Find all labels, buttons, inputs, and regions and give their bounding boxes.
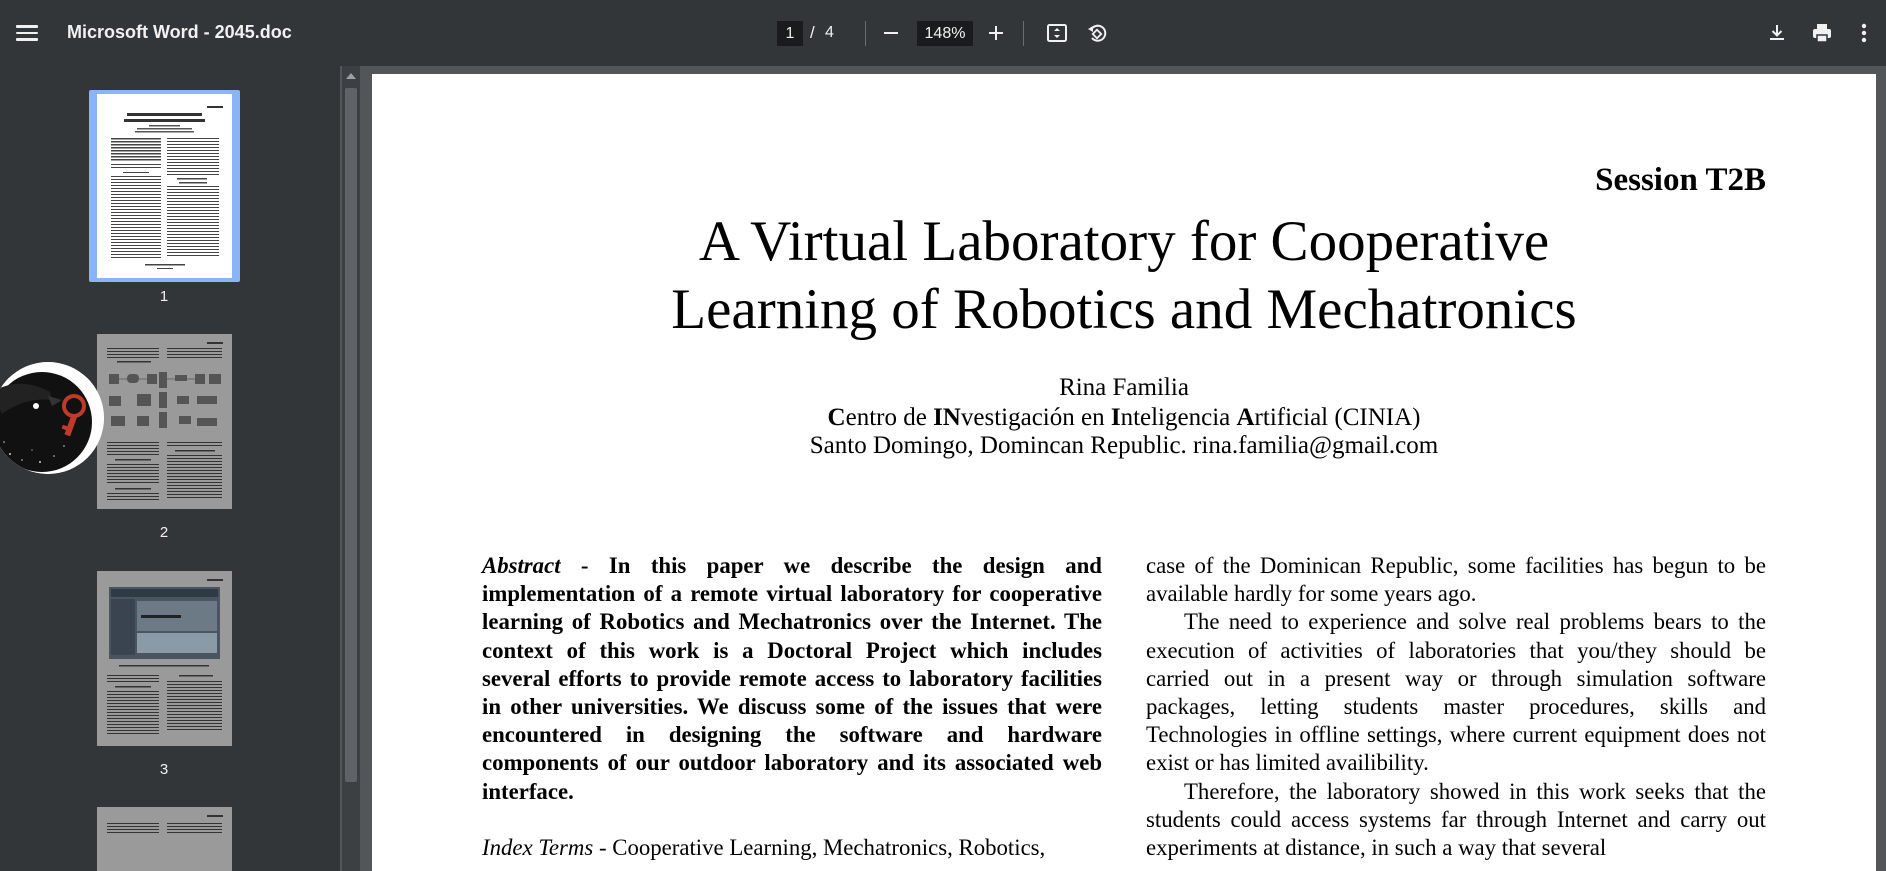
thumbnail-preview (97, 807, 232, 871)
fit-page-button[interactable] (1041, 17, 1073, 49)
thumbnail-label: 1 (159, 288, 169, 305)
toolbar (0, 0, 1886, 66)
paper-title (372, 208, 1876, 344)
paper-title-line-2: Learning of Robotics and Mechatronics (671, 278, 1577, 341)
body-paragraph: case of the Dominican Republic, some facilities has begun to be available hardly for some years ago. (1146, 553, 1766, 607)
toolbar-divider (865, 21, 866, 46)
print-icon (1810, 21, 1834, 45)
session-label: Session T2B (1595, 162, 1766, 198)
thumbnail-preview (97, 571, 232, 746)
author-address: Santo Domingo, Domincan Republic. rina.familia@gmail.com (809, 432, 1439, 459)
thumbnail-preview (97, 334, 232, 509)
rotate-button[interactable] (1081, 17, 1113, 49)
rotate-icon (1085, 21, 1109, 45)
zoom-input[interactable] (917, 21, 973, 46)
download-button[interactable] (1761, 17, 1793, 49)
body-column-right (1146, 552, 1766, 862)
abstract (482, 552, 1102, 806)
more-options-button[interactable] (1852, 17, 1876, 49)
thumbnail-page-art (97, 94, 232, 278)
body-paragraph: The need to experience and solve real problems bears to the execution of activities of laboratories that you/they should be carried out in a present way or through simulation software packages, letting students master procedures, skills and Technologies in offline settings, where current equipment does not exist or has limited availibility. (1146, 609, 1766, 776)
zoom-out-button[interactable] (875, 17, 907, 49)
more-vert-icon (1861, 22, 1867, 44)
thumbnail-page-art (97, 807, 232, 871)
document-title: Microsoft Word - 2045.doc (67, 22, 292, 42)
index-terms (482, 834, 1102, 862)
thumbnail-label: 2 (159, 524, 169, 541)
author-name: Rina Familia (1059, 374, 1189, 401)
print-button[interactable] (1806, 17, 1838, 49)
thumbnail-label: 3 (159, 761, 169, 778)
hamburger-menu-icon[interactable] (14, 21, 40, 45)
index-terms-label: Index Terms (482, 835, 594, 860)
abstract-text: - In this paper we describe the design and implementation of a remote virtual laboratory for cooperative learning of Robotics and Mechatronics over the Internet. The context of this work is a Doctoral Project which includes several efforts to provide remote access to laboratory facilities in other universities. We discuss some of the issues that were encountered in designing the software and hardware components of our outdoor laboratory and its associated web interface. (482, 553, 1102, 804)
thumbnail-page-art (97, 571, 232, 746)
author-institution: Centro de INvestigación en Inteligencia Artificial (CINIA) (827, 404, 1421, 431)
paper-title-line-1: A Virtual Laboratory for Cooperative (698, 210, 1550, 273)
sidebar-scrollbar-thumb[interactable] (345, 88, 357, 782)
page-separator: / (810, 23, 815, 42)
index-terms-text: - Cooperative Learning, Mechatronics, Robotics, (593, 835, 1046, 860)
page-number-input[interactable] (777, 21, 803, 46)
toolbar-divider (1023, 21, 1024, 46)
abstract-label: Abstract (482, 553, 561, 578)
fit-page-icon (1045, 21, 1069, 45)
minus-icon (882, 24, 900, 42)
thumbnail-page-art (97, 334, 232, 509)
download-icon (1766, 22, 1788, 44)
plus-icon (987, 24, 1005, 42)
body-paragraph: Therefore, the laboratory showed in this work seeks that the students could access systems far through Internet and carry out experiments at distance, in such a way that several (1146, 778, 1766, 861)
thumbnail-preview (97, 94, 232, 278)
page-total: 4 (825, 24, 834, 41)
scroll-up-arrow-icon[interactable] (346, 73, 356, 79)
zoom-in-button[interactable] (980, 17, 1012, 49)
document-page (372, 74, 1876, 871)
